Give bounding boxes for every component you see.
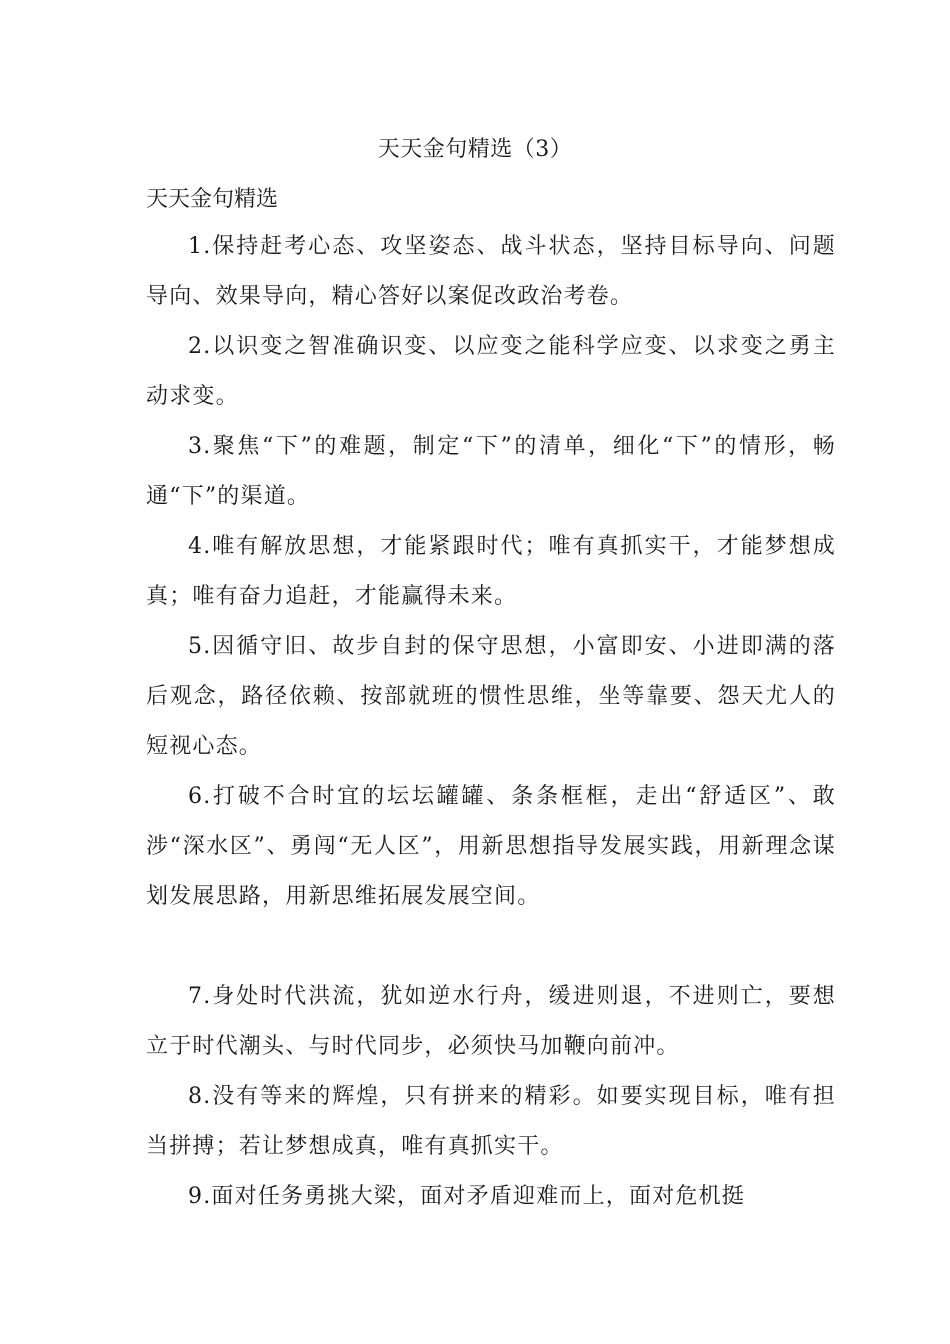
document-subtitle: 天天金句精选 bbox=[146, 187, 279, 212]
paragraph-8: 8.没有等来的辉煌，只有拼来的精彩。如要实现目标，唯有担当拼搏；若让梦想成真，唯有真抓实干。 bbox=[146, 1084, 836, 1159]
paragraph-1: 1.保持赶考心态、攻坚姿态、战斗状态，坚持目标导向、问题导向、效果导向，精心答好以案促改政治考卷。 bbox=[146, 234, 836, 309]
paragraph-2: 2.以识变之智准确识变、以应变之能科学应变、以求变之勇主动求变。 bbox=[146, 334, 836, 409]
paragraph-7: 7.身处时代洪流，犹如逆水行舟，缓进则退，不进则亡，要想立于时代潮头、与时代同步，必须快马加鞭向前冲。 bbox=[146, 984, 836, 1059]
paragraph-4: 4.唯有解放思想，才能紧跟时代；唯有真抓实干，才能梦想成真；唯有奋力追赶，才能赢得未来。 bbox=[146, 534, 836, 609]
document-title: 天天金句精选（3） bbox=[377, 137, 573, 162]
paragraph-9: 9.面对任务勇挑大梁，面对矛盾迎难而上，面对危机挺 bbox=[188, 1184, 745, 1209]
paragraph-3: 3.聚焦“下”的难题，制定“下”的清单，细化“下”的情形，畅通“下”的渠道。 bbox=[146, 434, 836, 509]
paragraph-6: 6.打破不合时宜的坛坛罐罐、条条框框，走出“舒适区”、敢涉“深水区”、勇闯“无人区”，用新思想指导发展实践，用新理念谋划发展思路，用新思维拓展发展空间。 bbox=[146, 784, 836, 909]
paragraph-5: 5.因循守旧、故步自封的保守思想，小富即安、小进即满的落后观念，路径依赖、按部就班的惯性思维，坐等靠要、怨天尤人的短视心态。 bbox=[146, 634, 836, 759]
